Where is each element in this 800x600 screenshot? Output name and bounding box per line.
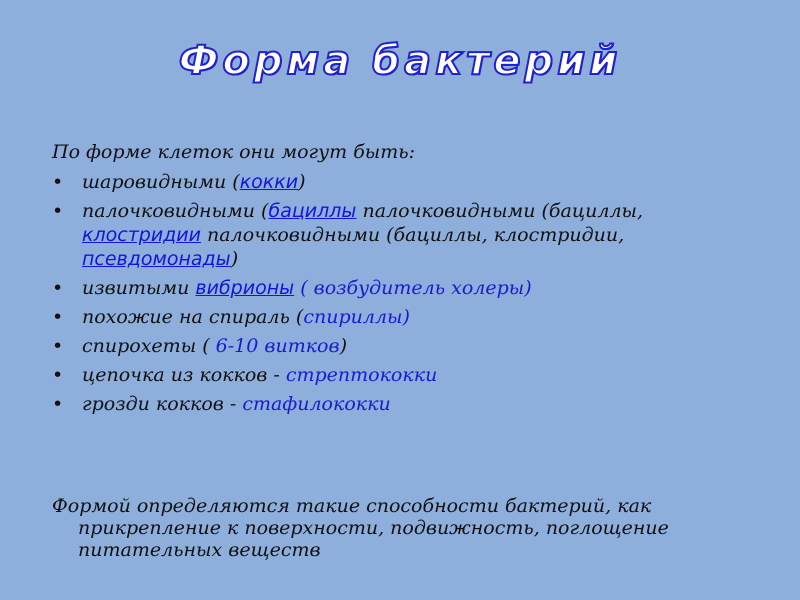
item-text: спирохеты (	[82, 335, 216, 357]
list-item-spiral	[52, 305, 752, 329]
item-tail: ( возбудитель холеры)	[294, 277, 532, 299]
bullet-icon: •	[52, 335, 64, 357]
item-tail: )	[230, 248, 239, 270]
list-item-staphylococci	[52, 392, 752, 416]
content-block	[52, 140, 752, 421]
link-cocci[interactable]: кокки	[239, 171, 299, 193]
item-tail: )	[402, 306, 410, 328]
link-pseudomonads[interactable]: псевдомонады	[82, 248, 231, 270]
link-vibrio[interactable]: вибрионы	[195, 277, 295, 299]
bullet-icon: •	[52, 393, 64, 415]
item-tail: )	[298, 171, 306, 193]
list-item-curved	[52, 276, 752, 300]
list-item-cocci	[52, 170, 752, 194]
list-item-spirochetes	[52, 334, 752, 358]
bullet-icon: •	[52, 306, 64, 328]
item-text: палочковидными (	[82, 200, 269, 222]
item-highlight: спириллы	[303, 306, 403, 328]
bullet-icon: •	[52, 277, 64, 299]
item-highlight: 6-10 витков	[215, 335, 340, 357]
item-text: цепочка из кокков -	[82, 364, 286, 386]
item-text: шаровидными (	[82, 171, 240, 193]
list-item-rods	[52, 199, 752, 271]
item-highlight: стафилококки	[242, 393, 391, 415]
slide-title: Форма бактерий	[178, 38, 622, 84]
bullet-icon: •	[52, 200, 64, 222]
bullet-icon: •	[52, 171, 64, 193]
bullet-icon: •	[52, 364, 64, 386]
shape-list	[52, 170, 752, 416]
item-tail: )	[339, 335, 347, 357]
list-item-streptococci	[52, 363, 752, 387]
item-text: палочковидными (бациллы,	[356, 200, 644, 222]
item-text: грозди кокков -	[82, 393, 243, 415]
item-text: извитыми	[82, 277, 196, 299]
item-highlight: стрептококки	[285, 364, 438, 386]
item-text: палочковидными (бациллы, клостридии,	[201, 224, 625, 246]
link-bacilli[interactable]: бациллы	[268, 200, 357, 222]
intro-text: По форме клеток они могут быть:	[52, 141, 416, 163]
summary-text: Формой определяются такие способности бактерий, как прикрепление к поверхности, подвижность, поглощение питательных веществ	[52, 495, 669, 561]
item-text: похожие на спираль (	[82, 306, 304, 328]
link-clostridia[interactable]: клостридии	[82, 224, 202, 246]
